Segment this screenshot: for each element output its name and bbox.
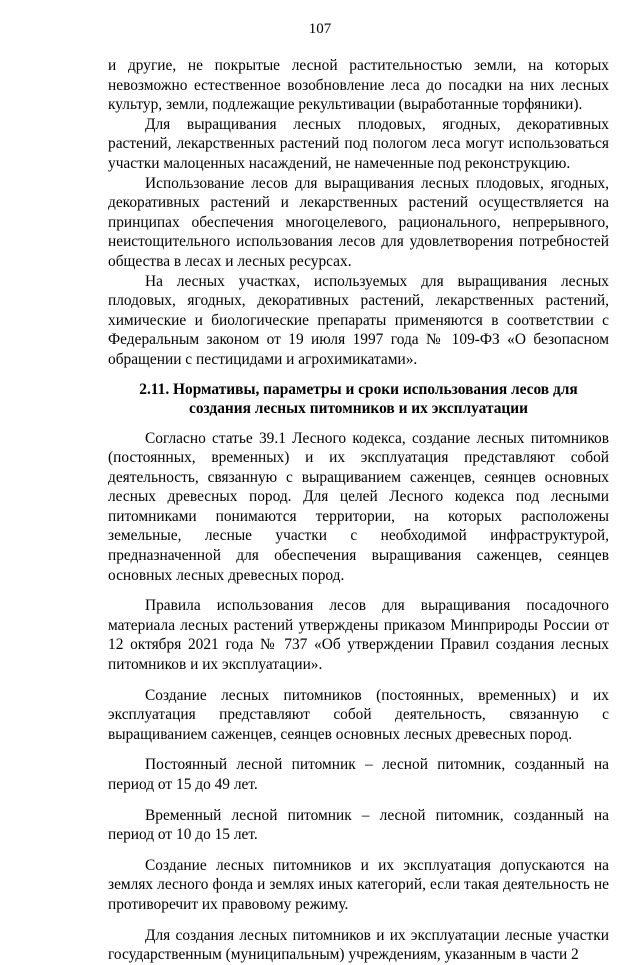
page-number: 107 [308,21,332,37]
paragraph: На лесных участках, используемых для выращивания лесных плодовых, ягодных, декоративных растений, лекарственных растений, химические и биологические препараты применяются в соответствии с Федеральным законом от 19 июля 1997 года № 109-ФЗ «О безопасном обращении с пестицидами и агрохимикатами». [108,272,609,368]
section-heading: 2.11. Нормативы, параметры и сроки использования лесов для создания лесных питомников и их эксплуатации [139,380,578,417]
paragraph: Постоянный лесной питомник – лесной питомник, созданный на период от 15 до 49 лет. [108,756,609,793]
paragraph: Для выращивания лесных плодовых, ягодных, декоративных растений, лекарственных растений под пологом леса могут использоваться участки малоценных насаждений, не намеченные под реконструкцию. [108,115,609,172]
paragraph: и другие, не покрытые лесной растительностью земли, на которых невозможно естественное возобновление леса до посадки на них лесных культур, земли, подлежащие рекультивации (выработанные торфяники). [108,57,609,114]
paragraph: Использование лесов для выращивания лесных плодовых, ягодных, декоративных растений и лекарственных растений осуществляется на принципах обеспечения многоцелевого, рационального, непрерывного, неистощительного использования лесов для удовлетворения потребностей общества в лесах и лесных ресурсах. [108,174,609,270]
page-body [108,56,609,965]
paragraph: Для создания лесных питомников и их эксплуатации лесные участки государственным (муниципальным) учреждениям, указанным в части 2 [108,926,609,964]
paragraph: Правила использования лесов для выращивания посадочного материала лесных растений утверждены приказом Минприроды России от 12 октября 2021 года № 737 «Об утверждении Правил создания лесных питомников и их эксплуатации». [108,597,609,674]
paragraph: Создание лесных питомников и их эксплуатация допускаются на землях лесного фонда и землях иных категорий, если такая деятельность не противоречит их правовому режиму. [108,856,609,913]
paragraph: Временный лесной питомник – лесной питомник, созданный на период от 10 до 15 лет. [108,806,609,844]
paragraph: Согласно статье 39.1 Лесного кодекса, создание лесных питомников (постоянных, временных) и их эксплуатация представляют собой деятельность, связанную с выращиванием саженцев, сеянцев основных лесных древесных пород. Для целей Лесного кодекса под лесными питомниками понимаются территории, на которых расположены земельные, лесные участки с необходимой инфраструктурой, предназначенной для обеспечения выращивания саженцев, сеянцев основных лесных древесных пород. [108,429,609,584]
paragraph: Создание лесных питомников (постоянных, временных) и их эксплуатация представляют собой деятельность, связанную с выращиванием саженцев, сеянцев основных лесных древесных пород. [108,686,609,743]
